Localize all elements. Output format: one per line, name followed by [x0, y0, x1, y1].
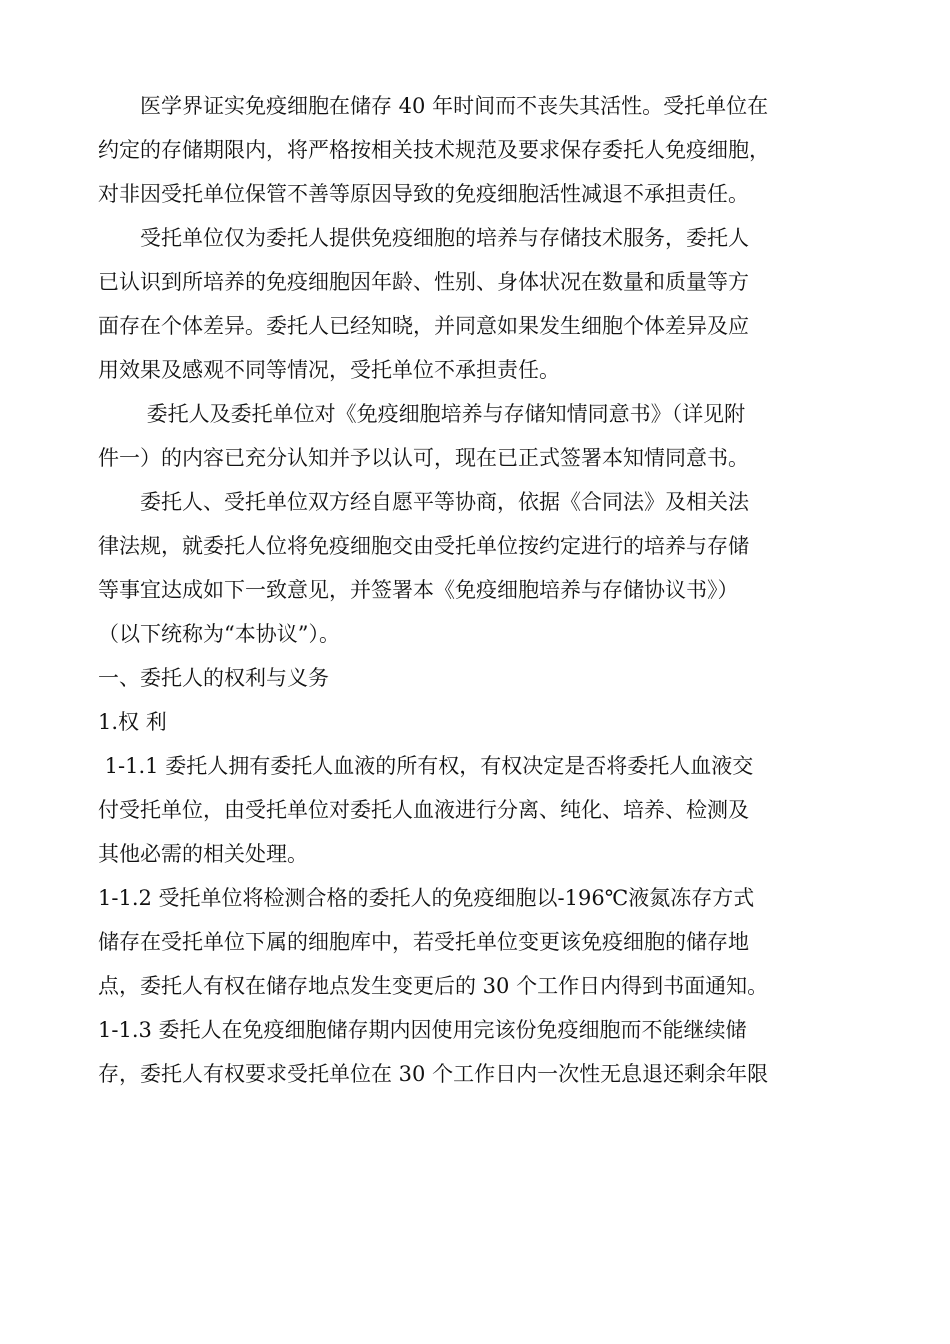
- clause-line: 储存在受托单位下属的细胞库中，若受托单位变更该免疫细胞的储存地: [98, 930, 749, 954]
- paragraph-line: 委托人及委托单位对《免疫细胞培养与存储知情同意书》（详见附: [98, 402, 746, 426]
- section-heading: 一、委托人的权利与义务: [98, 666, 329, 690]
- document-body: [98, 84, 868, 1096]
- paragraph-line: 用效果及感观不同等情况，受托单位不承担责任。: [98, 358, 560, 382]
- clause-line: 其他必需的相关处理。: [98, 842, 308, 866]
- paragraph-line: 律法规，就委托人位将免疫细胞交由受托单位按约定进行的培养与存储: [98, 534, 749, 558]
- paragraph-line: 受托单位仅为委托人提供免疫细胞的培养与存储技术服务，委托人: [98, 226, 749, 250]
- paragraph-line: 委托人、受托单位双方经自愿平等协商，依据《合同法》及相关法: [98, 490, 749, 514]
- paragraph-line: 件一）的内容已充分认知并予以认可，现在已正式签署本知情同意书。: [98, 446, 749, 470]
- clause-line: 1-1.2 受托单位将检测合格的委托人的免疫细胞以-196℃液氮冻存方式: [98, 886, 755, 910]
- subsection-heading: 1.权 利: [98, 710, 167, 734]
- paragraph-line: 医学界证实免疫细胞在储存 40 年时间而不丧失其活性。受托单位在: [98, 94, 769, 118]
- paragraph-line: 对非因受托单位保管不善等原因导致的免疫细胞活性减退不承担责任。: [98, 182, 749, 206]
- clause-line: 点，委托人有权在储存地点发生变更后的 30 个工作日内得到书面通知。: [98, 974, 769, 998]
- paragraph-line: 约定的存储期限内，将严格按相关技术规范及要求保存委托人免疫细胞，: [98, 138, 770, 162]
- clause-line: 1-1.1 委托人拥有委托人血液的所有权，有权决定是否将委托人血液交: [98, 754, 754, 778]
- paragraph-line: 等事宜达成如下一致意见，并签署本《免疫细胞培养与存储协议书》）: [98, 578, 739, 602]
- paragraph-line: （以下统称为“本协议”）。: [98, 622, 340, 646]
- paragraph-line: 已认识到所培养的免疫细胞因年龄、性别、身体状况在数量和质量等方: [98, 270, 749, 294]
- paragraph-line: 面存在个体差异。委托人已经知晓，并同意如果发生细胞个体差异及应: [98, 314, 749, 338]
- clause-line: 存，委托人有权要求受托单位在 30 个工作日内一次性无息退还剩余年限: [98, 1062, 769, 1086]
- clause-line: 1-1.3 委托人在免疫细胞储存期内因使用完该份免疫细胞而不能继续储: [98, 1018, 747, 1042]
- clause-line: 付受托单位，由受托单位对委托人血液进行分离、纯化、培养、检测及: [98, 798, 749, 822]
